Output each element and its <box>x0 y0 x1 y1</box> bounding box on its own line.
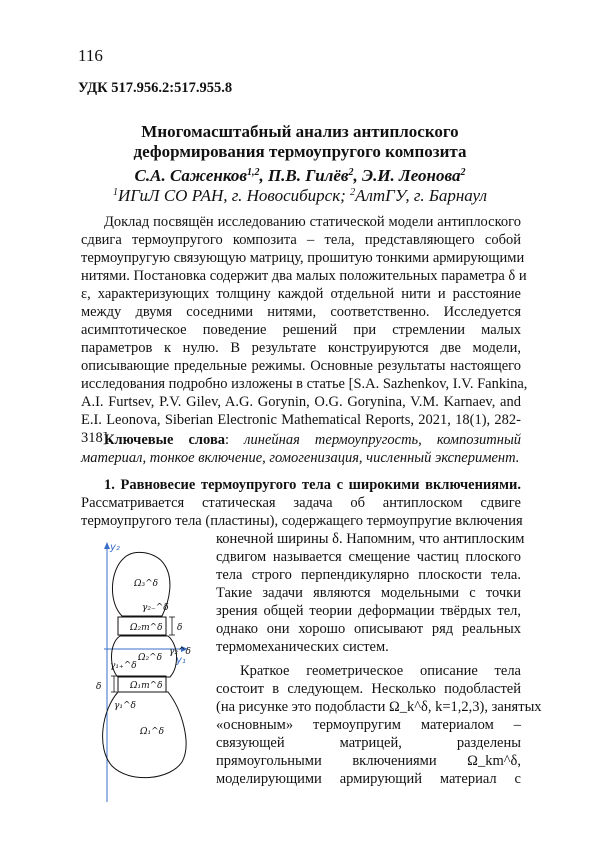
author-3: Э.И. Леонова <box>362 166 461 185</box>
section-wrap-line: Такие задачи являются модельными с точки <box>216 585 521 601</box>
section-para2-line: «основным» термоупругим материалом – <box>216 717 521 733</box>
abstract-line: исследования подробно изложены в статье [S.A. Sazhenkov, I.V. Fankina, <box>81 376 528 392</box>
abstract-line: A.I. Furtsev, P.V. Gilev, A.G. Gorynin, O.G. Gorynina, V.M. Karnaev, and <box>81 394 521 410</box>
section-para2-line: связующей матрицей, разделены <box>216 735 521 751</box>
label-omega3: Ω₃^δ <box>134 579 159 589</box>
affiliations: $^1$ИГиЛ СО РАН, г. Новосибирск; $^2$АлтГУ, г. Барнаул <box>112 186 488 205</box>
abstract-line: сдвига термоупругого композита – тела, представляющего собой <box>81 232 521 248</box>
label-omega1: Ω₁^δ <box>140 727 165 737</box>
section-para2-line: прямоугольными включениями Ω_km^δ, <box>216 753 521 769</box>
section-para2-line: моделирующими армирующий материал с <box>216 771 521 787</box>
abstract-line: нитями. Постановка содержит два малых положительных параметра δ и <box>81 268 527 284</box>
label-gamma2: γ₂^δ <box>169 647 191 657</box>
label-gamma1-plus: γ₁₊^δ <box>110 661 137 671</box>
section-para2-line: Краткое геометрическое описание тела <box>240 663 521 679</box>
paper-title-line-2: деформирования термоупругого композита <box>133 142 467 161</box>
abstract-line: Доклад посвящён исследованию статической модели антиплоского <box>104 214 521 230</box>
label-gamma1: γ₁^δ <box>114 701 136 711</box>
abstract-line: асимптотическое поведение решений при стремлении малых <box>81 322 521 338</box>
abstract-line: ε, характеризующих толщину каждой отдельной нити и расстояние <box>81 286 521 302</box>
keywords-line-2: материал, тонкое включение, гомогенизация, численный эксперимент. <box>81 450 520 466</box>
abstract-line: описывающие предельные режимы. Основные результаты настоящего <box>81 358 521 374</box>
section-wrap-line: конечной ширины δ. Напомним, что антиплоским <box>216 531 525 547</box>
section-wrap-line: однако они хорошо описывают ряд реальных <box>216 621 521 637</box>
section-line: термоупругого тела (пластины), содержащего термоупругие включения <box>81 513 523 529</box>
paper-title-line-1: Многомасштабный анализ антиплоского <box>141 122 459 141</box>
section-line: Рассматривается статическая задача об антиплоском сдвиге <box>81 495 521 511</box>
author-2: П.В. Гилёв <box>267 166 349 185</box>
udc-code: УДК 517.956.2:517.955.8 <box>78 80 233 96</box>
label-delta-right: δ <box>177 623 183 633</box>
y2-axis-label: y₂ <box>110 542 120 553</box>
abstract-line: E.I. Leonova, Siberian Electronic Mathematical Reports, 2021, 18(1), 282- <box>81 412 521 428</box>
page-number: 116 <box>78 46 103 65</box>
composite-figure <box>78 540 212 804</box>
section-para2-line: состоит в следующем. Несколько подобластей <box>216 681 521 697</box>
author-1: С.А. Саженков <box>134 166 247 185</box>
abstract-line: 318]. <box>81 430 112 446</box>
keywords-label: Ключевые слова <box>104 432 226 448</box>
section-wrap-line: термомеханических систем. <box>216 639 389 655</box>
affiliation-2: АлтГУ, г. Барнаул <box>355 186 488 205</box>
section-wrap-line: тела строго перпендикулярно плоскости тела. <box>216 567 521 583</box>
label-gamma2-minus: γ₂₋^δ <box>142 603 169 613</box>
y1-axis-label: y₁ <box>176 655 186 666</box>
label-delta-left: δ <box>96 682 102 692</box>
section-wrap-line: сдвигом называется смещение частиц плоского <box>216 549 521 565</box>
label-omega2: Ω₂^δ <box>138 653 163 663</box>
section-para2-line: (на рисунке это подобласти Ω_k^δ, k=1,2,3), занятых <box>216 699 542 715</box>
abstract-line: параметров к нулю. В результате конструируются две модели, <box>81 340 521 356</box>
keywords-line-1: Ключевые слова: линейная термоупругость, композитный <box>104 432 522 448</box>
section-wrap-line: зрения общей теории деформации твёрдых тел, <box>216 603 521 619</box>
label-omega1m: Ω₁m^δ <box>130 681 163 691</box>
label-omega2m: Ω₂m^δ <box>130 623 163 633</box>
authors: С.А. Саженков$^{1,2}$, П.В. Гилёв$^2$, Э.И. Леонова$^2$ <box>134 166 466 185</box>
affiliation-1: ИГиЛ СО РАН, г. Новосибирск; <box>117 186 346 205</box>
abstract-line: термоупругую связующую матрицу, прошитую тонкими армирующими <box>81 250 525 266</box>
abstract-line: между двумя соседними нитями, соответственно. Исследуется <box>81 304 521 320</box>
section-heading: 1. Равновесие термоупругого тела с широкими включениями. <box>104 477 521 493</box>
